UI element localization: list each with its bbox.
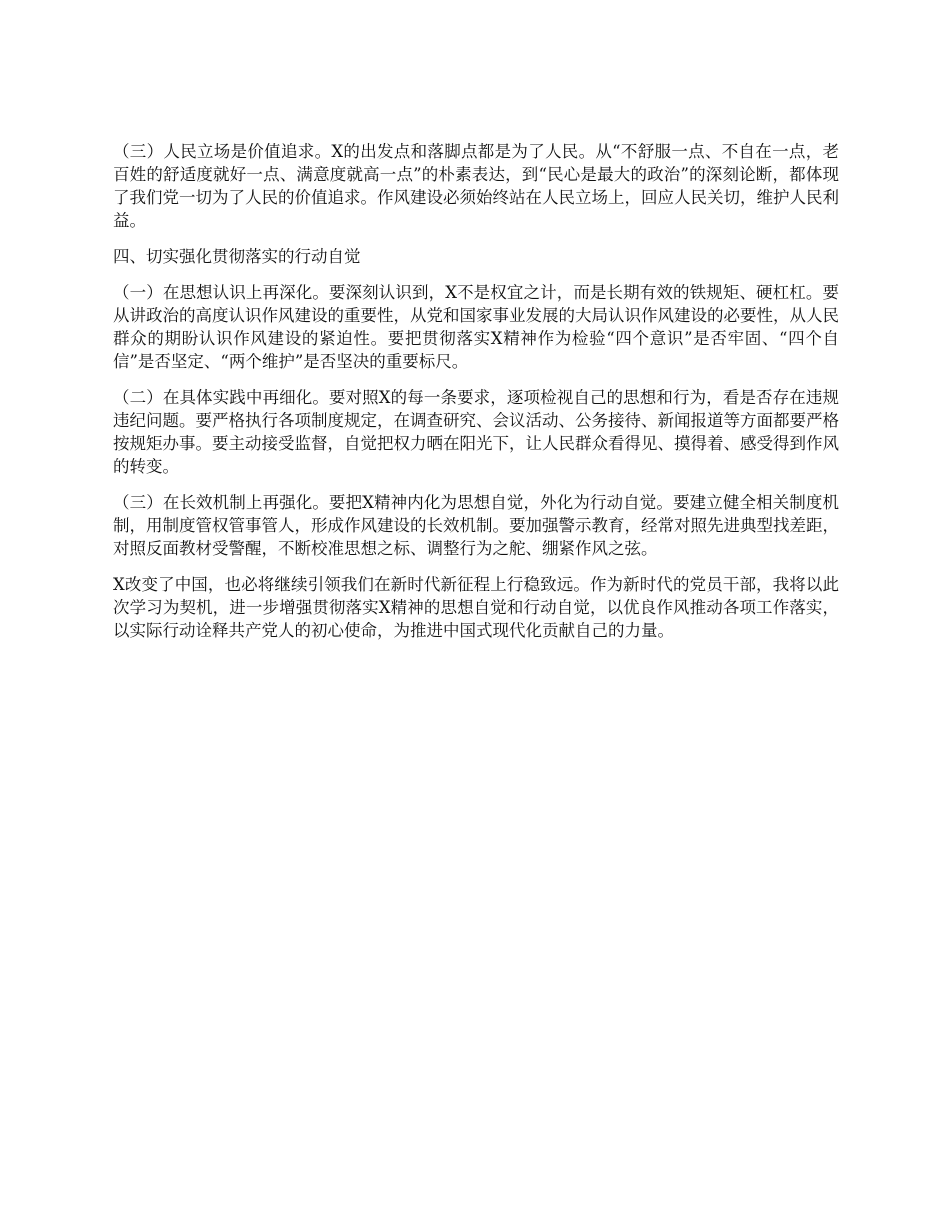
section-heading-four: 四、切实强化贯彻落实的行动自觉 [113, 247, 361, 266]
paragraph-people-stance: （三）人民立场是价值追求。X的出发点和落脚点都是为了人民。从“不舒服一点、不自在一点，老百姓的舒适度就好一点、满意度就高一点”的朴素表达，到“民心是最大的政治”的深刻论断，都体现了我们党一切为了人民的价值追求。作风建设必须始终站在人民立场上，回应人民关切，维护人民利益。 [113, 142, 839, 230]
document-body [113, 140, 839, 655]
paragraph-specific-practice: （二）在具体实践中再细化。要对照X的每一条要求，逐项检视自己的思想和行为，看是否存在违规违纪问题。要严格执行各项制度规定，在调查研究、会议活动、公务接待、新闻报道等方面都要严格按规矩办事。要主动接受监督，自觉把权力晒在阳光下，让人民群众看得见、摸得着、感受得到作风的转变。 [113, 388, 839, 476]
paragraph-ideological-understanding: （一）在思想认识上再深化。要深刻认识到，X不是权宜之计，而是长期有效的铁规矩、硬杠杠。要从讲政治的高度认识作风建设的重要性，从党和国家事业发展的大局认识作风建设的必要性，从人民群众的期盼认识作风建设的紧迫性。要把贯彻落实X精神作为检验“四个意识”是否牢固、“四个自信”是否坚定、“两个维护”是否坚决的重要标尺。 [113, 283, 839, 371]
paragraph-conclusion: X改变了中国，也必将继续引领我们在新时代新征程上行稳致远。作为新时代的党员干部，我将以此次学习为契机，进一步增强贯彻落实X精神的思想自觉和行动自觉，以优良作风推动各项工作落实，以实际行动诠释共产党人的初心使命，为推进中国式现代化贡献自己的力量。 [113, 575, 839, 640]
paragraph-long-term-mechanism: （三）在长效机制上再强化。要把X精神内化为思想自觉，外化为行动自觉。要建立健全相关制度机制，用制度管权管事管人，形成作风建设的长效机制。要加强警示教育，经常对照先进典型找差距，对照反面教材受警醒，不断校准思想之标、调整行为之舵、绷紧作风之弦。 [113, 493, 839, 558]
